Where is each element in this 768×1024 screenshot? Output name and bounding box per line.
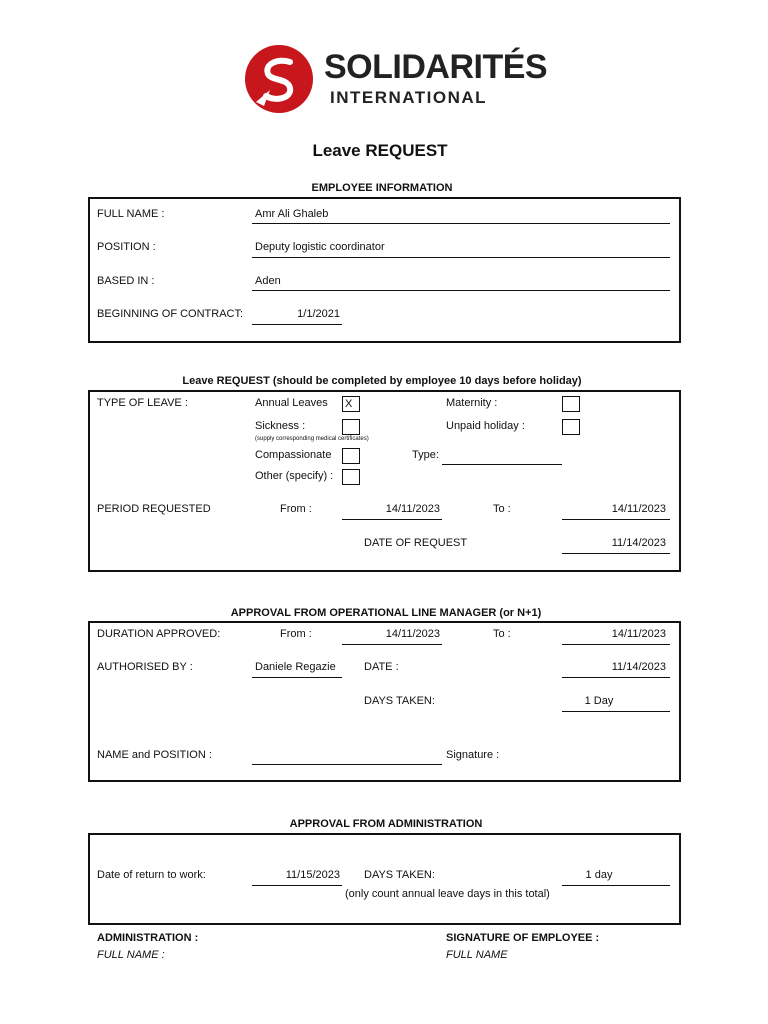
administration-full-name-label: FULL NAME : [97,949,165,961]
type-input-line[interactable] [442,464,562,465]
annual-leaves-label: Annual Leaves [255,397,328,409]
unpaid-holiday-checkbox[interactable] [562,419,580,435]
type-of-leave-label: TYPE OF LEAVE : [97,397,188,409]
based-in-line [252,290,670,291]
days-taken-line [562,711,670,712]
period-to-label: To : [493,503,511,515]
return-date-value[interactable]: 11/15/2023 [285,869,340,881]
date-of-request-value[interactable]: 11/14/2023 [611,537,666,549]
approval-date-label: DATE : [364,661,399,673]
approved-to-line [562,644,670,645]
position-label: POSITION : [97,241,156,253]
employee-info-box [88,197,681,343]
date-of-request-label: DATE OF REQUEST [364,537,468,549]
logo [244,44,548,114]
admin-approval-heading: APPROVAL FROM ADMINISTRATION [289,818,483,830]
contract-label: BEGINNING OF CONTRACT: [97,308,244,320]
admin-days-taken-label: DAYS TAKEN: [364,869,435,881]
sickness-note: (supply corresponding medical certificates) [255,436,369,442]
approved-from-label: From : [280,628,312,640]
other-specify-checkbox[interactable] [342,469,360,485]
compassionate-label: Compassionate [255,449,332,461]
approved-to-value[interactable]: 14/11/2023 [611,628,666,640]
leave-request-heading: Leave REQUEST (should be completed by employee 10 days before holiday) [182,375,582,387]
period-from-label: From : [280,503,312,515]
approval-date-value[interactable]: 11/14/2023 [611,661,666,673]
admin-days-taken-value[interactable]: 1 day [585,869,613,881]
approval-date-line [562,677,670,678]
authorised-by-line [252,677,342,678]
logo-subtitle: INTERNATIONAL [330,88,488,107]
date-of-request-line [562,553,670,554]
administration-label: ADMINISTRATION : [97,932,199,944]
manager-approval-heading: APPROVAL FROM OPERATIONAL LINE MANAGER (or N+1) [230,607,542,619]
employee-info-heading: EMPLOYEE INFORMATION [311,182,453,194]
unpaid-holiday-label: Unpaid holiday : [446,420,525,432]
logo-emblem-icon [244,44,314,114]
full-name-line [252,223,670,224]
type-label: Type: [412,449,439,461]
maternity-label: Maternity : [446,397,498,409]
annual-leaves-checkbox[interactable]: X [342,396,360,412]
return-date-label: Date of return to work: [97,869,206,881]
employee-signature-label: SIGNATURE OF EMPLOYEE : [446,932,600,944]
name-position-label: NAME and POSITION : [97,749,212,761]
admin-days-taken-line [562,885,670,886]
period-from-value[interactable]: 14/11/2023 [385,503,440,515]
maternity-checkbox[interactable] [562,396,580,412]
contract-line [252,324,342,325]
full-name-value[interactable]: Amr Ali Ghaleb [255,208,329,220]
authorised-by-label: AUTHORISED BY : [97,661,193,673]
employee-full-name-label: FULL NAME [446,949,508,961]
period-from-line [342,519,442,520]
logo-name: SOLIDARITÉS [324,48,548,86]
position-line [252,257,670,258]
period-to-line [562,519,670,520]
name-position-line[interactable] [252,764,442,765]
admin-days-note: (only count annual leave days in this total) [345,888,550,900]
signature-label: Signature : [446,749,500,761]
return-date-line [252,885,342,886]
approved-from-value[interactable]: 14/11/2023 [385,628,440,640]
days-taken-label: DAYS TAKEN: [364,695,435,707]
position-value[interactable]: Deputy logistic coordinator [255,241,385,253]
sickness-checkbox[interactable] [342,419,360,435]
full-name-label: FULL NAME : [97,208,165,220]
days-taken-value[interactable]: 1 Day [584,695,614,707]
other-specify-label: Other (specify) : [255,470,334,482]
approved-to-label: To : [493,628,511,640]
based-in-label: BASED IN : [97,275,155,287]
page-title: Leave REQUEST [312,141,448,160]
contract-value[interactable]: 1/1/2021 [297,308,340,320]
duration-approved-label: DURATION APPROVED: [97,628,221,640]
period-requested-label: PERIOD REQUESTED [97,503,211,515]
approved-from-line [342,644,442,645]
based-in-value[interactable]: Aden [255,275,281,287]
sickness-label: Sickness : [255,420,306,432]
authorised-by-value[interactable]: Daniele Regazie [255,661,336,673]
compassionate-checkbox[interactable] [342,448,360,464]
period-to-value[interactable]: 14/11/2023 [611,503,666,515]
